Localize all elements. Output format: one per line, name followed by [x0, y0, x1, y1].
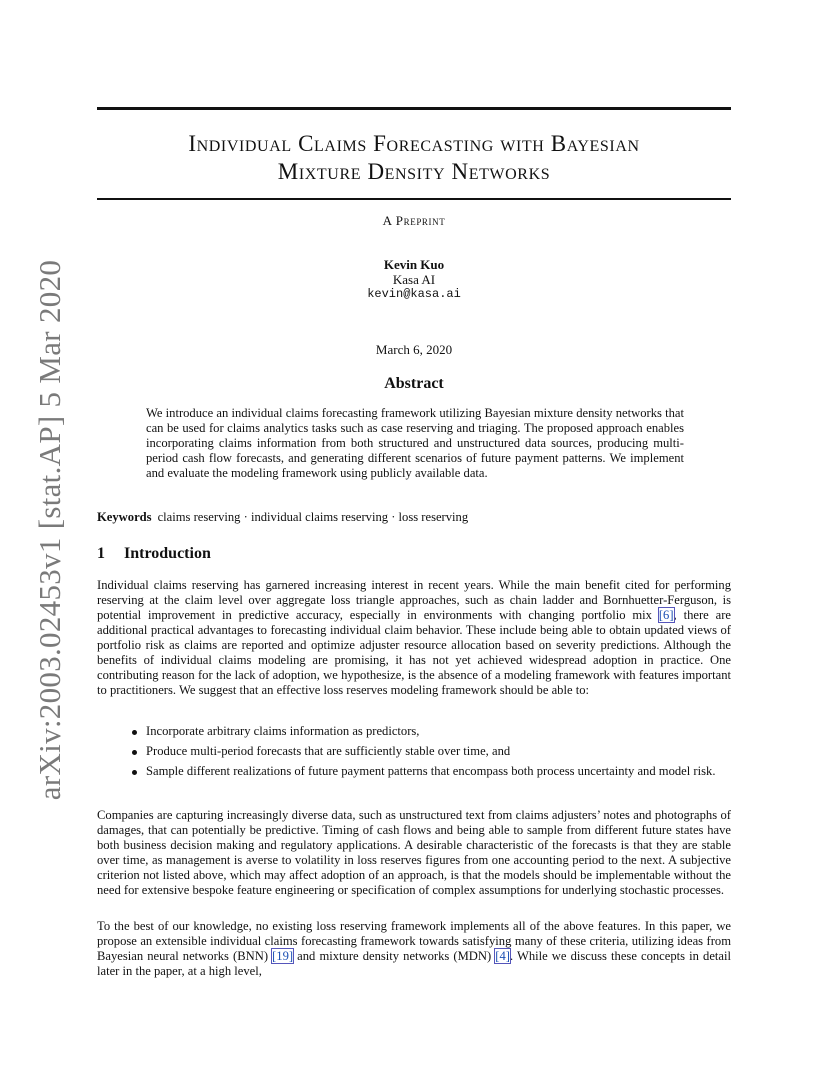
- arxiv-side-stamp: arXiv:2003.02453v1 [stat.AP] 5 Mar 2020: [32, 259, 67, 801]
- list-item: [132, 764, 731, 779]
- abstract-text: We introduce an individual claims forecasting framework utilizing Bayesian mixture density networks that can be used for claims analytics tasks such as case reserving and triaging. The proposed approach enables incorporating claims information from both structured and unstructured data sources, producing multi-period cash flow forecasts, and generating different scenarios of future payment patterns. We implement and evaluate the modeling framework using publicly available data.: [146, 406, 684, 480]
- intro-paragraph-2: Companies are capturing increasingly diverse data, such as unstructured text from claims adjusters’ notes and photographs of damages, that can potentially be predictive. Timing of cash flows and being able to sample from different future states have both business decision making and regulatory applications. A desirable characteristic of the forecasts is that they are stable over time, as management is averse to volatility in loss reserves figures from one accounting period to the next. A subjective criterion not listed above, which may affect adoption of an approach, is that the models should be implementable without the need for extensive bespoke feature engineering or specification of complex assumptions for underlying stochastic processes.: [97, 808, 731, 897]
- title-top-rule: [97, 107, 731, 110]
- list-item-text: Incorporate arbitrary claims information as predictors,: [146, 724, 420, 738]
- section-title: Introduction: [124, 545, 211, 562]
- keywords-label: Keywords: [97, 510, 152, 524]
- paper-title: [97, 130, 731, 186]
- title-bottom-rule: [97, 198, 731, 200]
- list-item: [132, 724, 731, 739]
- citation-link-4[interactable]: [4]: [495, 949, 510, 963]
- citation-link-6[interactable]: [6]: [658, 608, 674, 622]
- list-item-text: Sample different realizations of future payment patterns that encompass both process uncertainty and model risk.: [146, 764, 716, 778]
- bullet-icon: [132, 770, 137, 775]
- section-number: 1: [97, 545, 105, 562]
- p1-text-a: Individual claims reserving has garnered increasing interest in recent years. While the main benefit cited for performing reserving at the claim level over aggregate loss triangle approaches, such as chain ladder and Bornhuetter-Ferguson, is potential improvement in predictive accuracy, especially in environments with changing portfolio mix: [97, 578, 731, 622]
- author-name: Kevin Kuo: [383, 257, 445, 272]
- p3-text-a: To the best of our knowledge, no existing loss reserving framework implements all of the above features. In this paper, we propose an extensible individual claims forecasting framework towards satisfying many of these criteria, utilizing ideas from Bayesian neural networks (BNN): [97, 919, 731, 963]
- intro-paragraph-1: [97, 578, 731, 698]
- list-item-text: Produce multi-period forecasts that are sufficiently stable over time, and: [146, 744, 511, 758]
- paper-date: March 6, 2020: [375, 342, 453, 357]
- author-email: kevin@kasa.ai: [367, 287, 461, 301]
- bullet-icon: [132, 730, 137, 735]
- list-item: [132, 744, 731, 759]
- abstract-heading: Abstract: [384, 375, 444, 392]
- keywords-line: [97, 510, 731, 525]
- p3-text-c: . While we discuss these concepts in detail later in the paper, at a high level,: [97, 949, 731, 978]
- p3-text-b: and mixture density networks (MDN): [293, 949, 496, 963]
- title-line-2: Mixture Density Networks: [277, 159, 551, 184]
- bullet-icon: [132, 750, 137, 755]
- author-block: [97, 257, 731, 302]
- preprint-label: A Preprint: [382, 213, 446, 228]
- requirements-list: [132, 724, 731, 784]
- keywords-text: claims reserving · individual claims reserving · loss reserving: [157, 510, 469, 524]
- intro-paragraph-3: [97, 919, 731, 979]
- title-line-1: Individual Claims Forecasting with Bayesian: [188, 131, 640, 156]
- author-affiliation: Kasa AI: [392, 272, 436, 287]
- citation-link-19[interactable]: [19]: [272, 949, 294, 963]
- p1-text-b: , there are additional practical advantages to forecasting individual claim behavior. These include being able to obtain updated views of portfolio risk as claims are reported and optimize adjuster resource allocation based on severity predictions. Although the benefits of individual claims modeling are promising, it has not yet achieved widespread adoption in practice. One contributing reason for the lack of adoption, we hypothesize, is the absence of a modeling framework with features important to practitioners. We suggest that an effective loss reserves modeling framework should be able to:: [97, 608, 731, 697]
- section-heading-introduction: [97, 545, 731, 563]
